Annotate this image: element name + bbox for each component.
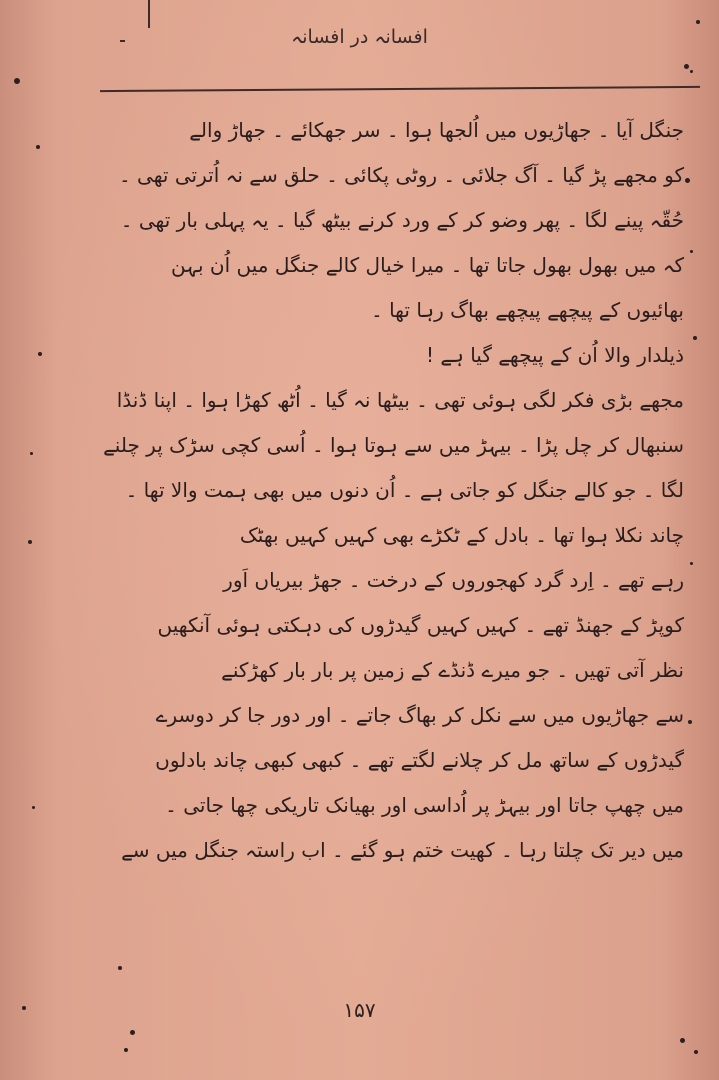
text-line: بھائیوں کے پیچھے پیچھے بھاگ رہا تھا ۔ bbox=[371, 298, 684, 322]
text-line: رہے تھے ۔ اِرد گرد کھجوروں کے درخت ۔ جھڑ بیریاں اَور bbox=[223, 568, 684, 592]
margin-mark bbox=[148, 0, 150, 28]
text-line: مجھے بڑی فکر لگی ہوئی تھی ۔ بیٹھا نہ گیا ۔ اُٹھ کھڑا ہوا ۔ اپنا ڈنڈا bbox=[116, 388, 684, 412]
paper-speck bbox=[130, 1030, 135, 1035]
paper-speck bbox=[32, 806, 35, 809]
paper-speck bbox=[14, 78, 20, 84]
text-line: سنبھال کر چل پڑا ۔ بیہڑ میں سے ہوتا ہوا ۔ اُسی کچی سڑک پر چلنے bbox=[103, 433, 684, 457]
page-number: ۱۵۷ bbox=[343, 998, 376, 1022]
paper-speck bbox=[684, 64, 689, 69]
text-line: گیدڑوں کے ساتھ مل کر چلانے لگتے تھے ۔ کبھی کبھی چاند بادلوں bbox=[155, 748, 684, 772]
paper-speck bbox=[690, 70, 693, 73]
paper-speck bbox=[690, 562, 693, 565]
dialogue-line: ذیلدار والا اُن کے پیچھے گیا ہے ! bbox=[426, 343, 684, 367]
paper-speck bbox=[36, 145, 40, 149]
paper-speck bbox=[38, 352, 42, 356]
text-line: کو مجھے پڑ گیا ۔ آگ جلائی ۔ روٹی پکائی ۔ حلق سے نہ اُترتی تھی ۔ bbox=[118, 163, 684, 187]
running-header-title: افسانہ در افسانہ bbox=[291, 26, 428, 48]
text-line: نظر آتی تھیں ۔ جو میرے ڈنڈے کے زمین پر بار بار کھڑکنے bbox=[221, 658, 684, 682]
paper-speck bbox=[685, 178, 690, 183]
paper-speck bbox=[118, 966, 122, 970]
paper-speck bbox=[28, 540, 32, 544]
paper-speck bbox=[693, 336, 697, 340]
text-line: چاند نکلا ہوا تھا ۔ بادل کے ٹکڑے بھی کہیں کہیں بھٹک bbox=[239, 523, 684, 547]
text-line: سے جھاڑیوں میں سے نکل کر بھاگ جاتے ۔ اور دور جا کر دوسرے bbox=[155, 703, 684, 727]
text-line: میں چھپ جاتا اور بیہڑ پر اُداسی اور بھیانک تاریکی چھا جاتی ۔ bbox=[165, 793, 684, 817]
body-text bbox=[103, 108, 684, 873]
text-line: کہ میں بھول بھول جاتا تھا ۔ میرا خیال کالے جنگل میں اُن بہن bbox=[171, 253, 684, 277]
text-line: حُقّہ پینے لگا ۔ پھر وضو کر کے ورد کرنے بیٹھ گیا ۔ یہ پہلی بار تھی ۔ bbox=[120, 208, 684, 232]
text-line: جنگل آیا ۔ جھاڑیوں میں اُلجھا ہوا ۔ سر جھکائے ۔ جھاڑ والے bbox=[189, 118, 684, 142]
paper-speck bbox=[30, 452, 33, 455]
header-rule bbox=[100, 86, 700, 92]
paper-speck bbox=[124, 1048, 128, 1052]
text-line: لگا ۔ جو کالے جنگل کو جاتی ہے ۔ اُن دنوں میں بھی ہمت والا تھا ۔ bbox=[125, 478, 684, 502]
paper-speck bbox=[690, 250, 693, 253]
paper-speck bbox=[688, 720, 692, 724]
text-line: میں دیر تک چلتا رہا ۔ کھیت ختم ہو گئے ۔ اب راستہ جنگل میں سے bbox=[121, 838, 684, 862]
paper-speck bbox=[694, 1050, 698, 1054]
paper-speck bbox=[696, 20, 700, 24]
paper-speck bbox=[680, 1038, 685, 1043]
paper-speck bbox=[22, 1006, 26, 1010]
text-line: کوپڑ کے جھنڈ تھے ۔ کہیں کہیں گیدڑوں کی دہکتی ہوئی آنکھیں bbox=[157, 613, 684, 637]
margin-mark bbox=[120, 40, 125, 42]
